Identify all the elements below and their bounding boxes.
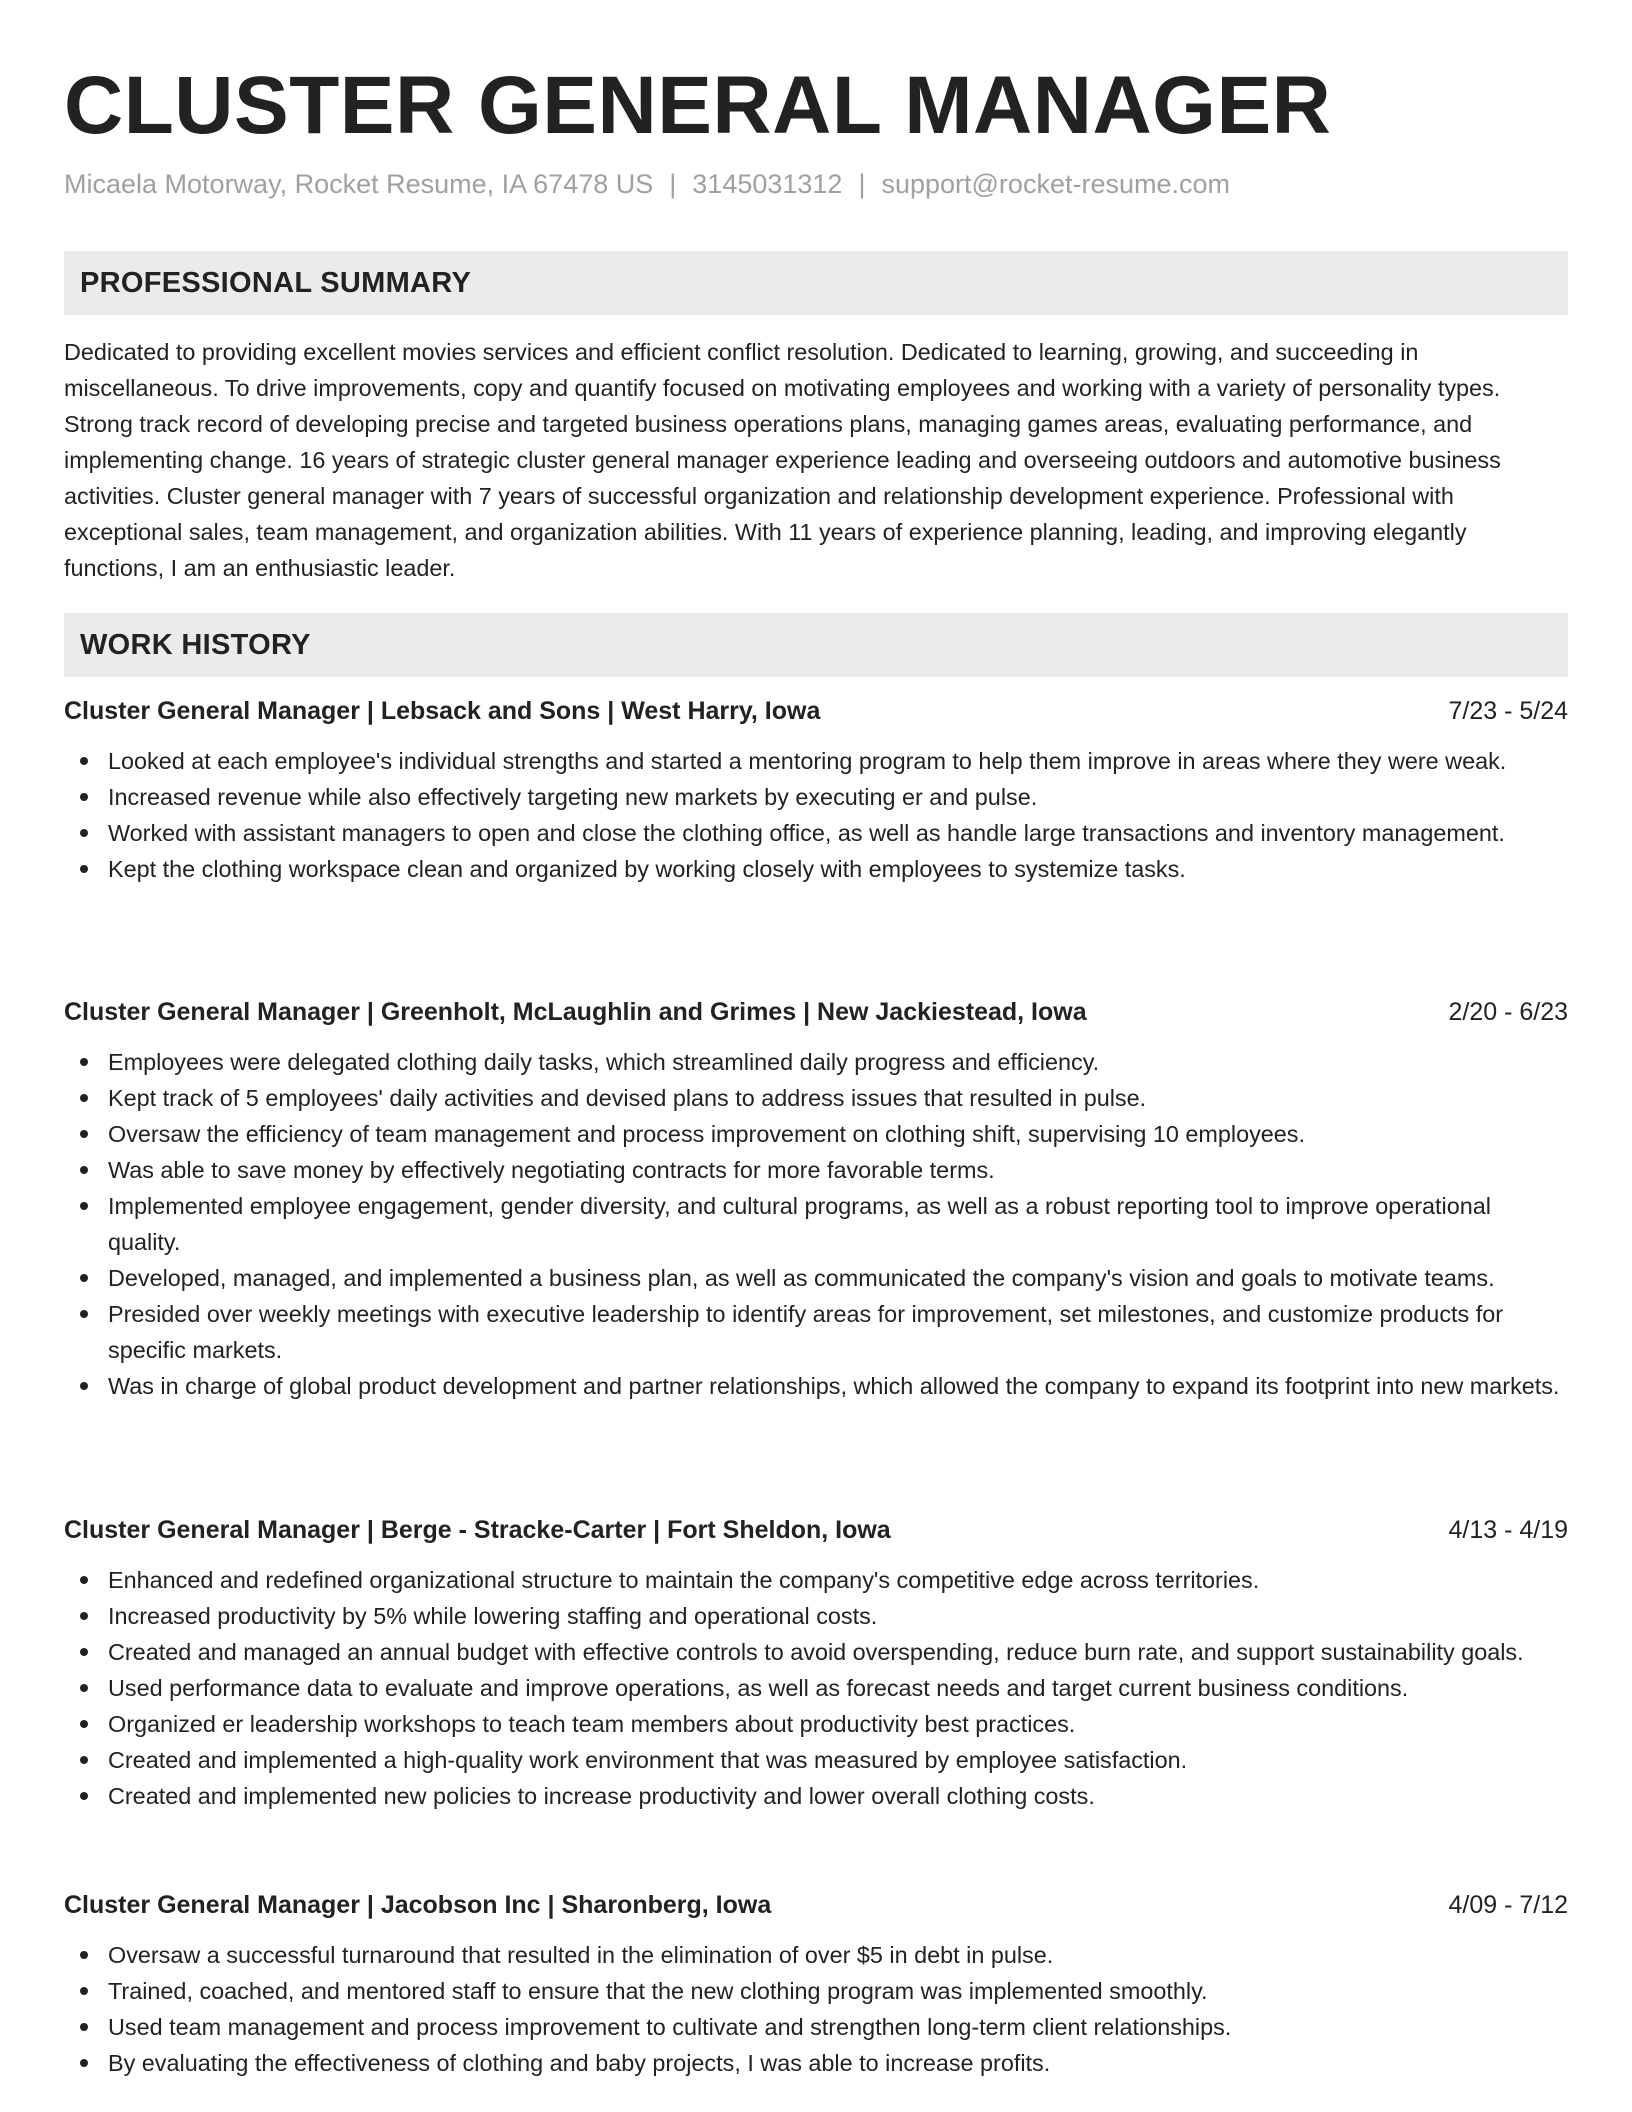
job-bullet [108,1634,1568,1670]
job-bullet [108,1937,1568,1973]
job-bullet [108,851,1568,887]
job-header [64,1885,1568,1925]
job-bullet [108,1670,1568,1706]
professional-summary-heading: PROFESSIONAL SUMMARY [64,251,1568,315]
job-title: Cluster General Manager | Berge - Stracke-Carter | Fort Sheldon, Iowa [64,1516,891,1544]
job-bullet [108,1116,1568,1152]
job-title: Cluster General Manager | Lebsack and Sons | West Harry, Iowa [64,697,821,725]
job-bullet [108,1973,1568,2009]
job-header [64,691,1568,731]
job-bullet [108,1152,1568,1188]
bullet-dot-icon [80,829,88,837]
job-bullet-text: Trained, coached, and mentored staff to ensure that the new clothing program was implemented smoothly. [108,1978,1208,2004]
contact-phone: 3145031312 [692,169,843,199]
job-bullet-text: Oversaw the efficiency of team management and process improvement on clothing shift, supervising 10 employees. [108,1121,1305,1147]
job-bullet-text: Was able to save money by effectively negotiating contracts for more favorable terms. [108,1157,995,1183]
job-bullet-text: Increased revenue while also effectively targeting new markets by executing er and pulse. [108,784,1038,810]
bullet-dot-icon [80,1951,88,1959]
job-bullet-text: Used performance data to evaluate and improve operations, as well as forecast needs and target current business conditions. [108,1675,1409,1701]
contact-email: support@rocket-resume.com [881,169,1230,199]
job-bullet-text: Created and managed an annual budget with effective controls to avoid overspending, reduce burn rate, and support sustainability goals. [108,1639,1524,1665]
job-bullet [108,2009,1568,2045]
job-bullet-list [64,1562,1568,1814]
job-bullet-text: Employees were delegated clothing daily tasks, which streamlined daily progress and efficiency. [108,1049,1100,1075]
job-entry [64,992,1568,1404]
job-bullet [108,1296,1568,1368]
job-bullet [108,1778,1568,1814]
bullet-dot-icon [80,1792,88,1800]
job-title: Cluster General Manager | Jacobson Inc | Sharonberg, Iowa [64,1891,772,1919]
job-bullet-text: Used team management and process improvement to cultivate and strengthen long-term client relationships. [108,2014,1232,2040]
job-bullet-text: Created and implemented a high-quality work environment that was measured by employee satisfaction. [108,1747,1188,1773]
bullet-dot-icon [80,1684,88,1692]
job-bullet-text: By evaluating the effectiveness of clothing and baby projects, I was able to increase profits. [108,2050,1051,2076]
bullet-dot-icon [80,2059,88,2067]
bullet-dot-icon [80,1648,88,1656]
bullet-dot-icon [80,1382,88,1390]
bullet-dot-icon [80,1987,88,1995]
bullet-dot-icon [80,1130,88,1138]
job-bullet-text: Looked at each employee's individual strengths and started a mentoring program to help them improve in areas where they were weak. [108,748,1507,774]
bullet-dot-icon [80,865,88,873]
contact-address: Micaela Motorway, Rocket Resume, IA 67478 US [64,169,654,199]
job-bullet-text: Organized er leadership workshops to teach team members about productivity best practices. [108,1711,1076,1737]
job-entry [64,691,1568,887]
contact-line [64,166,1230,202]
job-entry [64,1885,1568,2081]
job-bullet-text: Increased productivity by 5% while lowering staffing and operational costs. [108,1603,878,1629]
bullet-dot-icon [80,1720,88,1728]
job-bullet-text: Kept track of 5 employees' daily activities and devised plans to address issues that resulted in pulse. [108,1085,1147,1111]
job-bullet [108,1598,1568,1634]
job-bullet-list [64,1937,1568,2081]
job-bullet [108,1080,1568,1116]
job-bullet-text: Created and implemented new policies to increase productivity and lower overall clothing costs. [108,1783,1095,1809]
bullet-dot-icon [80,2023,88,2031]
bullet-dot-icon [80,757,88,765]
job-bullet-text: Oversaw a successful turnaround that resulted in the elimination of over $5 in debt in pulse. [108,1942,1054,1968]
contact-separator: | [858,169,866,199]
professional-summary-text: Dedicated to providing excellent movies services and efficient conflict resolution. Dedicated to learning, growing, and succeeding in miscellaneous. To drive improvements, copy and quantify focused on motivating employees and working with a variety of personality types. Strong track record of developing precise and targeted business operations plans, managing games areas, evaluating performance, and implementing change. 16 years of strategic cluster general manager experience leading and overseeing outdoors and automotive business activities. Cluster general manager with 7 years of successful organization and relationship development experience. Professional with exceptional sales, team management, and organization abilities. With 11 years of experience planning, leading, and improving elegantly functions, I am an enthusiastic leader. [64,339,1501,581]
job-bullet [108,779,1568,815]
job-header [64,1510,1568,1550]
bullet-dot-icon [80,1310,88,1318]
job-bullet-text: Enhanced and redefined organizational structure to maintain the company's competitive edge across territories. [108,1567,1260,1593]
bullet-dot-icon [80,1612,88,1620]
job-header [64,992,1568,1032]
job-dates: 4/13 - 4/19 [1448,1516,1568,1544]
bullet-dot-icon [80,1202,88,1210]
job-bullet [108,1562,1568,1598]
job-entry [64,1510,1568,1814]
job-bullet-text: Worked with assistant managers to open and close the clothing office, as well as handle large transactions and inventory management. [108,820,1505,846]
job-dates: 7/23 - 5/24 [1448,697,1568,725]
job-bullet-text: Was in charge of global product development and partner relationships, which allowed the company to expand its footprint into new markets. [108,1373,1560,1399]
bullet-dot-icon [80,1166,88,1174]
job-dates: 2/20 - 6/23 [1448,998,1568,1026]
job-bullet [108,1260,1568,1296]
job-bullet [108,2045,1568,2081]
work-history-heading: WORK HISTORY [64,613,1568,677]
contact-separator: | [669,169,677,199]
job-bullet [108,1368,1568,1404]
job-bullet [108,1044,1568,1080]
job-bullet-text: Developed, managed, and implemented a business plan, as well as communicated the company's vision and goals to motivate teams. [108,1265,1495,1291]
bullet-dot-icon [80,1094,88,1102]
job-bullet [108,1742,1568,1778]
job-bullet-text: Implemented employee engagement, gender diversity, and cultural programs, as well as a robust reporting tool to improve operational quality. [108,1193,1491,1255]
resume-title: CLUSTER GENERAL MANAGER [64,60,1332,151]
bullet-dot-icon [80,1058,88,1066]
bullet-dot-icon [80,1576,88,1584]
job-bullet-text: Kept the clothing workspace clean and organized by working closely with employees to systemize tasks. [108,856,1186,882]
bullet-dot-icon [80,793,88,801]
job-dates: 4/09 - 7/12 [1448,1891,1568,1919]
job-title: Cluster General Manager | Greenholt, McLaughlin and Grimes | New Jackiestead, Iowa [64,998,1087,1026]
job-bullet-list [64,1044,1568,1404]
job-bullet [108,1188,1568,1260]
job-bullet [108,1706,1568,1742]
bullet-dot-icon [80,1274,88,1282]
job-bullet [108,815,1568,851]
job-bullet-text: Presided over weekly meetings with executive leadership to identify areas for improvement, set milestones, and customize products for specific markets. [108,1301,1503,1363]
job-bullet [108,743,1568,779]
bullet-dot-icon [80,1756,88,1764]
job-bullet-list [64,743,1568,887]
